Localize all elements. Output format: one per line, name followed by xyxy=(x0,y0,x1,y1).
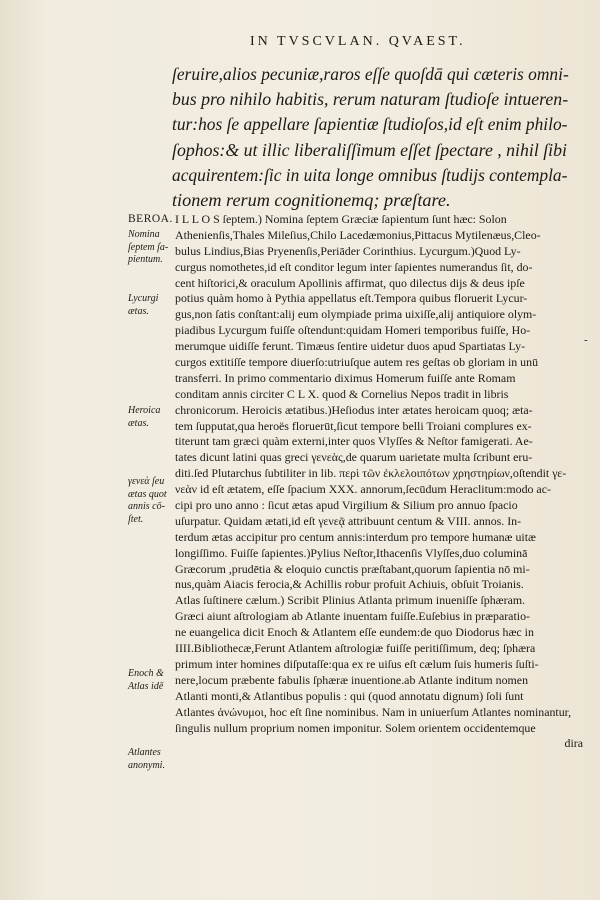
margin-note-line: ætas. xyxy=(128,305,149,317)
margin-note-beroa: BEROA. xyxy=(128,213,173,225)
margin-note-lycurgi xyxy=(128,293,174,318)
commentary-line: conditam annis circiter C L X. quod & Cornelius Nepos tradit in libris xyxy=(175,386,509,401)
commentary-line: cent hiſtorici,& oraculum Apollinis affirmat, quo dilectus dijs & deus ipſe xyxy=(175,275,525,290)
commentary-line: curgos extitiſſe tempore diuerſo:utriuſque autem res geſtas ob gloriam in unū xyxy=(175,355,539,370)
commentary-line: ne euangelica dicit Enoch & Atlantem eſſe eundem:de quo Diodorus hæc in xyxy=(175,625,534,640)
main-text-line: ſeruire,alios pecuniæ,raros eſſe quoſdā qui cæteris omni- xyxy=(172,64,569,84)
commentary-line: dira xyxy=(564,736,583,751)
margin-note-line: Lycurgi xyxy=(128,293,159,304)
commentary-line: transferri. In primo commentario diximus Homerum fuiſſe ante Romam xyxy=(175,370,516,385)
margin-note-line: ſtet. xyxy=(128,513,144,525)
main-text-line: tur:hos ſe appellare ſapientiæ ſtudioſos,id eſt enim philo- xyxy=(172,114,568,135)
commentary-line: tem ſupputat,qua heroës floruerūt,ſicut tempore belli Troiani complures ex- xyxy=(175,418,532,433)
commentary-line: chronicorum. Heroicis ætatibus.)Heſiodus inter ætates heroicam quoq; æta- xyxy=(175,402,533,417)
running-header: IN TVSCVLAN. QVAEST. xyxy=(250,34,466,49)
margin-note-line: Heroica xyxy=(128,405,161,416)
commentary-line: Atlanti monti,& Atlantibus populis : qui (quod annotatu dignum) ſoli ſunt xyxy=(175,688,524,703)
main-text-line: tionem rerum cognitionemq; præſtare. xyxy=(172,190,451,211)
commentary-line: merumque uidiſſe ferunt. Timæus ſentire uidetur duos apud Spartiatas Ly- xyxy=(175,339,526,354)
margin-note-heroica xyxy=(128,405,174,430)
commentary-line: primum inter homines diſputaſſe:qua ex re uiſus eſt cælum ſuis humeris ſuſti- xyxy=(175,656,539,671)
commentary-line: IIII.Bibliothecæ,Ferunt Atlantem aſtrologiæ fuiſſe peritiſſimum, deq; ſphæra xyxy=(175,641,536,656)
commentary-line: bulus Lindius,Bias Pryenenſis,Periāder Corinthius. Lycurgum.)Quod Ly- xyxy=(175,243,521,258)
margin-note-enoch xyxy=(128,668,174,693)
commentary-line: tates dicunt latini quas greci γενεὰς,de quarum uarietate multa ſcribunt eru- xyxy=(175,450,533,465)
margin-note-line: ætas. xyxy=(128,417,149,429)
margin-note-line: anonymi. xyxy=(128,759,165,771)
margin-note-line: annis cō- xyxy=(128,501,165,512)
margin-note-line: pientum. xyxy=(128,254,163,265)
margin-note-line: Atlas idē xyxy=(128,680,164,692)
margin-note-line: Atlantes xyxy=(128,747,161,758)
commentary-line: nus,quàm Aiacis ferocia,& Achillis robur profuit Achiuis, obſuit Troianis. xyxy=(175,577,524,592)
commentary-line: titerunt tam græci quàm externi,inter quos Vlyſſes & Neſtor famigerati. Ae- xyxy=(175,434,533,449)
commentary-line: Græci aiunt aſtrologiam ab Atlante inuentam fuiſſe.Euſebius in præparatio- xyxy=(175,609,530,624)
commentary-line: potius quàm homo à Pythia appellatus eſt.Tempora quibus floruerit Lycur- xyxy=(175,291,528,306)
margin-note-line: ſeptem ſa- xyxy=(128,241,169,253)
commentary-line: νεὰν id eſt ætatem, eſſe ſpacium XXX. annorum,ſecūdum Heraclitum:modo ac- xyxy=(175,482,551,497)
commentary-line: Atlas ſuſtinere cælum.) Scribit Plinius Atlanta primum inueniſſe ſphæram. xyxy=(175,593,526,608)
commentary-line: terdum ætas accipitur pro centum annis:interdum pro tempore humanæ uitæ xyxy=(175,529,536,544)
commentary-line: Græcorum ,prudētia & eloquio cunctis præſtabant,quorum ſapientia nō mi- xyxy=(175,561,530,576)
margin-note-genea xyxy=(128,476,174,526)
commentary-line: uſurpatur. Quidam ætati,id eſt γενεᾷ attribuunt centum & VIII. annos. In- xyxy=(175,513,522,528)
commentary-line: curgus nomothetes,id eſt conditor legum inter ſapientes numerandus ſit, do- xyxy=(175,259,533,274)
commentary-line: nere,locum præbente fabulis ſphæræ inuentione.ab Atlante inditum nomen xyxy=(175,672,529,687)
margin-note-line: Nomina xyxy=(128,229,160,240)
commentary-line: ſingulis nullum proprium nomen imponitur. Solem orientem occidentemque xyxy=(175,720,536,735)
main-text-block xyxy=(172,62,570,213)
margin-note-line: γενεὰ ſeu xyxy=(128,476,165,487)
margin-note-atlantes xyxy=(128,747,174,772)
main-text-line: bus pro nihilo habitis, rerum naturam ſtudioſe intueren- xyxy=(172,89,569,110)
commentary-line: cipi pro uno anno : ſicut ætas apud Virgilium & Silium pro annuo ſpacio xyxy=(175,498,518,513)
commentary-line: Atlantes ἀνώνυμοι, hoc eſt ſine nominibus. Nam in uniuerſum Atlantes nominantur, xyxy=(175,704,572,719)
main-text-line: acquirentem:ſic in uita longe omnibus ſtudijs contempla- xyxy=(172,164,568,185)
margin-note-line: Enoch & xyxy=(128,668,164,679)
commentary-line: gus,non ſatis conſtant:alij eum olympiade prima uixiſſe,alij antiquiore olym- xyxy=(175,307,537,322)
margin-note-line: ætas quot xyxy=(128,488,167,500)
commentary-line: I L L O S ſeptem.) Nomina ſeptem Græciæ ſapientum ſunt hæc: Solon xyxy=(175,212,507,226)
commentary-line: Athenienſis,Thales Mileſius,Chilo Lacedæmonius,Pittacus Mytilenæus,Cleo- xyxy=(175,227,541,242)
commentary-line: piadibus Lycurgum fuiſſe oſtendunt:quidam Homeri temporibus fuiſſe, Ho- xyxy=(175,323,531,338)
commentary-block xyxy=(175,212,583,752)
commentary-line: diti.ſed Plutarchus ſubtiliter in lib. περὶ τῶν ἐκλελοιπότων χρηστηρίων,oſtendit γε- xyxy=(175,466,567,481)
margin-note-nomina xyxy=(128,229,174,267)
main-text-line: ſophos:& ut illic liberaliſſimum eſſet ſpectare , nihil ſibi xyxy=(172,139,567,160)
right-margin-mark: - xyxy=(584,334,588,346)
commentary-line: longiſſimo. Fuiſſe ſapientes.)Pylius Neſtor,Ithacenſis Vlyſſes,duo columinā xyxy=(175,545,528,560)
